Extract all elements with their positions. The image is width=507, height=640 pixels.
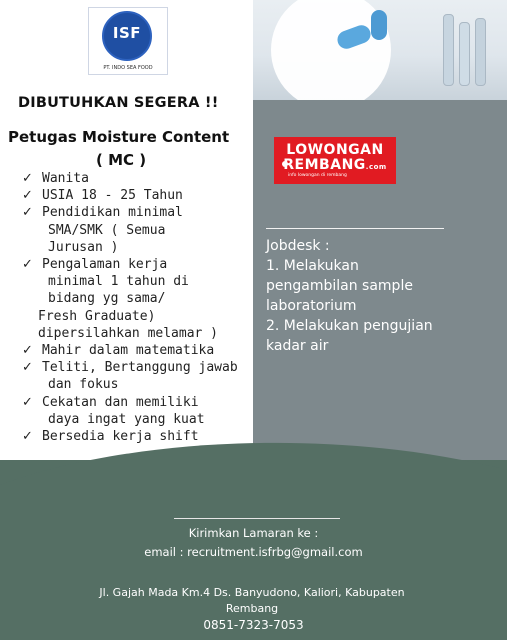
left-card: [0, 0, 253, 500]
checkmark-icon: ✓: [22, 343, 33, 359]
requirement-text: bidang yg sama/: [48, 291, 166, 307]
checkmark-icon: ✓: [22, 360, 33, 376]
requirement-text: Bersedia kerja shift: [42, 429, 199, 445]
requirement-text: Pengalaman kerja: [42, 257, 168, 273]
requirement-text: Wanita: [42, 171, 89, 186]
footer-wave: [0, 430, 507, 530]
requirement-item: [22, 394, 257, 428]
job-title: Petugas Moisture Content: [8, 128, 230, 146]
checkmark-icon: ✓: [22, 205, 33, 221]
requirement-item: [22, 359, 257, 393]
checkmark-icon: ✓: [22, 394, 33, 410]
requirements-list: [22, 170, 257, 445]
job-code: ( MC ): [96, 151, 147, 169]
badge-tagline: info lowongan di rembang: [288, 173, 347, 178]
badge-line2: REMBANG.com: [283, 157, 387, 173]
jobdesk-line: 2. Melakukan pengujian: [266, 318, 433, 334]
requirement-text: Pendidikan minimal: [42, 205, 183, 221]
contact-phone: 0851-7323-7053: [203, 618, 304, 632]
test-tube-shape: [459, 22, 470, 86]
address-line: Jl. Gajah Mada Km.4 Ds. Banyudono, Kaliori, Kabupaten: [99, 586, 405, 599]
requirement-text: Fresh Graduate): [38, 308, 156, 324]
checkmark-icon: ✓: [22, 188, 33, 204]
jobdesk-block: [266, 236, 496, 356]
badge-line1: LOWONGAN: [286, 142, 384, 158]
jobdesk-divider: [266, 228, 444, 229]
jobdesk-line: laboratorium: [266, 298, 357, 314]
checkmark-icon: ✓: [22, 171, 33, 186]
jobdesk-line: pengambilan sample: [266, 278, 413, 294]
logo-mark: ISF: [112, 24, 142, 42]
headline: DIBUTUHKAN SEGERA !!: [18, 95, 219, 111]
requirement-item: [22, 170, 257, 187]
requirement-text: Teliti, Bertanggung jawab: [42, 360, 238, 376]
jobdesk-line: 1. Melakukan: [266, 258, 359, 274]
requirement-item: [22, 342, 257, 359]
lowongan-rembang-badge: [274, 137, 396, 184]
jobdesk-line: Jobdesk :: [266, 238, 330, 254]
requirement-text: daya ingat yang kuat: [48, 411, 205, 427]
apply-label: Kirimkan Lamaran ke :: [188, 526, 319, 540]
requirement-text: Jurusan ): [48, 239, 119, 255]
requirement-text: dan fokus: [48, 377, 119, 393]
requirement-text: Mahir dalam matematika: [42, 343, 215, 359]
test-tube-shape: [475, 18, 486, 86]
lab-photo: [253, 0, 507, 100]
requirement-text: dipersilahkan melamar ): [38, 325, 219, 341]
company-address: [22, 585, 482, 617]
address-line: Rembang: [225, 602, 279, 615]
checkmark-icon: ✓: [22, 257, 33, 273]
test-tube-shape: [443, 14, 454, 86]
requirement-item: [22, 187, 257, 204]
company-logo: [88, 7, 168, 82]
requirement-text: USIA 18 - 25 Tahun: [42, 188, 183, 204]
checkmark-icon: ✓: [22, 429, 33, 445]
requirement-item: [22, 204, 257, 256]
jobdesk-line: kadar air: [266, 338, 329, 354]
requirement-text: minimal 1 tahun di: [48, 274, 189, 290]
requirement-text: Cekatan dan memiliki: [42, 394, 199, 410]
requirement-text: SMA/SMK ( Semua: [48, 222, 166, 238]
requirement-item: [22, 256, 257, 342]
contact-email: email : recruitment.isfrbg@gmail.com: [144, 545, 363, 559]
logo-company-name: PT. INDO SEA FOOD: [103, 65, 153, 71]
glove-shape: [371, 10, 387, 40]
apply-divider: [174, 518, 340, 519]
